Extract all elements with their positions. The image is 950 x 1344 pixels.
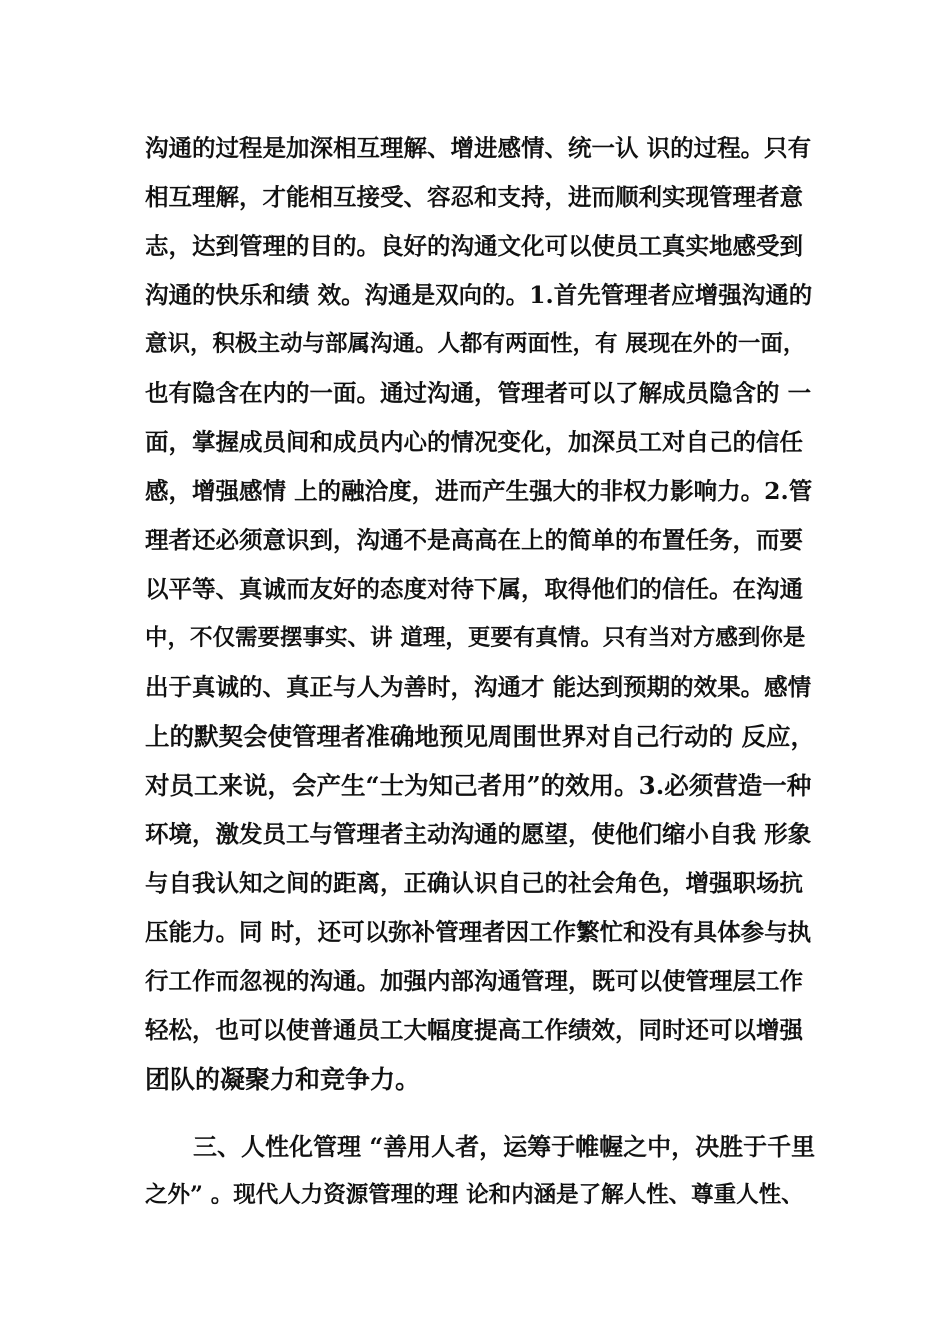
text-line: 面，掌握成员间和成员内心的情况变化，加深员工对自己的信任 — [145, 428, 803, 456]
text-line: 团队的凝聚力和竞争力。 — [145, 1065, 421, 1094]
text-line: 相互理解，才能相互接受、容忍和支持，进而顺利实现管理者意 — [145, 183, 803, 211]
text-line: 出于真诚的、真正与人为善时，沟通才 能达到预期的效果。感情 — [145, 673, 812, 701]
text-line: 感，增强感情 上的融洽度，进而产生强大的非权力影响力。2.管 — [145, 477, 813, 505]
text-line: 轻松，也可以使普通员工大幅度提高工作绩效，同时还可以增强 — [145, 1016, 803, 1044]
body-text — [145, 124, 815, 1220]
text-line: 以平等、真诚而友好的态度对待下属，取得他们的信任。在沟通 — [145, 575, 803, 603]
text-line: 三、人性化管理 “善用人者，运筹于帷幄之中，决胜于千里 — [145, 1132, 815, 1161]
paragraph-communication — [145, 124, 815, 1104]
text-line: 对员工来说，会产生“士为知己者用”的效用。3.必须营造一种 — [145, 771, 812, 800]
text-line: 之外” 。现代人力资源管理的理 论和内涵是了解人性、尊重人性、 — [145, 1182, 804, 1208]
text-line: 理者还必须意识到，沟通不是高高在上的简单的布置任务，而要 — [145, 526, 803, 554]
paragraph-spacing — [145, 1104, 815, 1122]
text-line: 中，不仅需要摆事实、讲 道理，更要有真情。只有当对方感到你是 — [145, 625, 806, 651]
text-line: 行工作而忽视的沟通。加强内部沟通管理，既可以使管理层工作 — [145, 967, 803, 995]
text-line: 环境，激发员工与管理者主动沟通的愿望，使他们缩小自我 形象 — [145, 820, 812, 848]
text-line: 上的默契会使管理者准确地预见周围世界对自己行动的 反应， — [145, 722, 815, 751]
text-line: 也有隐含在内的一面。通过沟通，管理者可以了解成员隐含的 一 — [145, 379, 812, 407]
paragraph-humanized-management — [145, 1122, 815, 1220]
text-line: 压能力。同 时，还可以弥补管理者因工作繁忙和没有具体参与执 — [145, 918, 812, 946]
text-line: 意识，积极主动与部属沟通。人都有两面性，有 展现在外的一面， — [145, 331, 806, 357]
text-line: 沟通的过程是加深相互理解、增进感情、统一认 识的过程。只有 — [145, 134, 812, 162]
text-line: 与自我认知之间的距离，正确认识自己的社会角色，增强职场抗 — [145, 869, 803, 897]
text-line: 志，达到管理的目的。良好的沟通文化可以使员工真实地感受到 — [145, 232, 803, 260]
text-line: 沟通的快乐和绩 效。沟通是双向的。1.首先管理者应增强沟通的 — [145, 281, 813, 309]
